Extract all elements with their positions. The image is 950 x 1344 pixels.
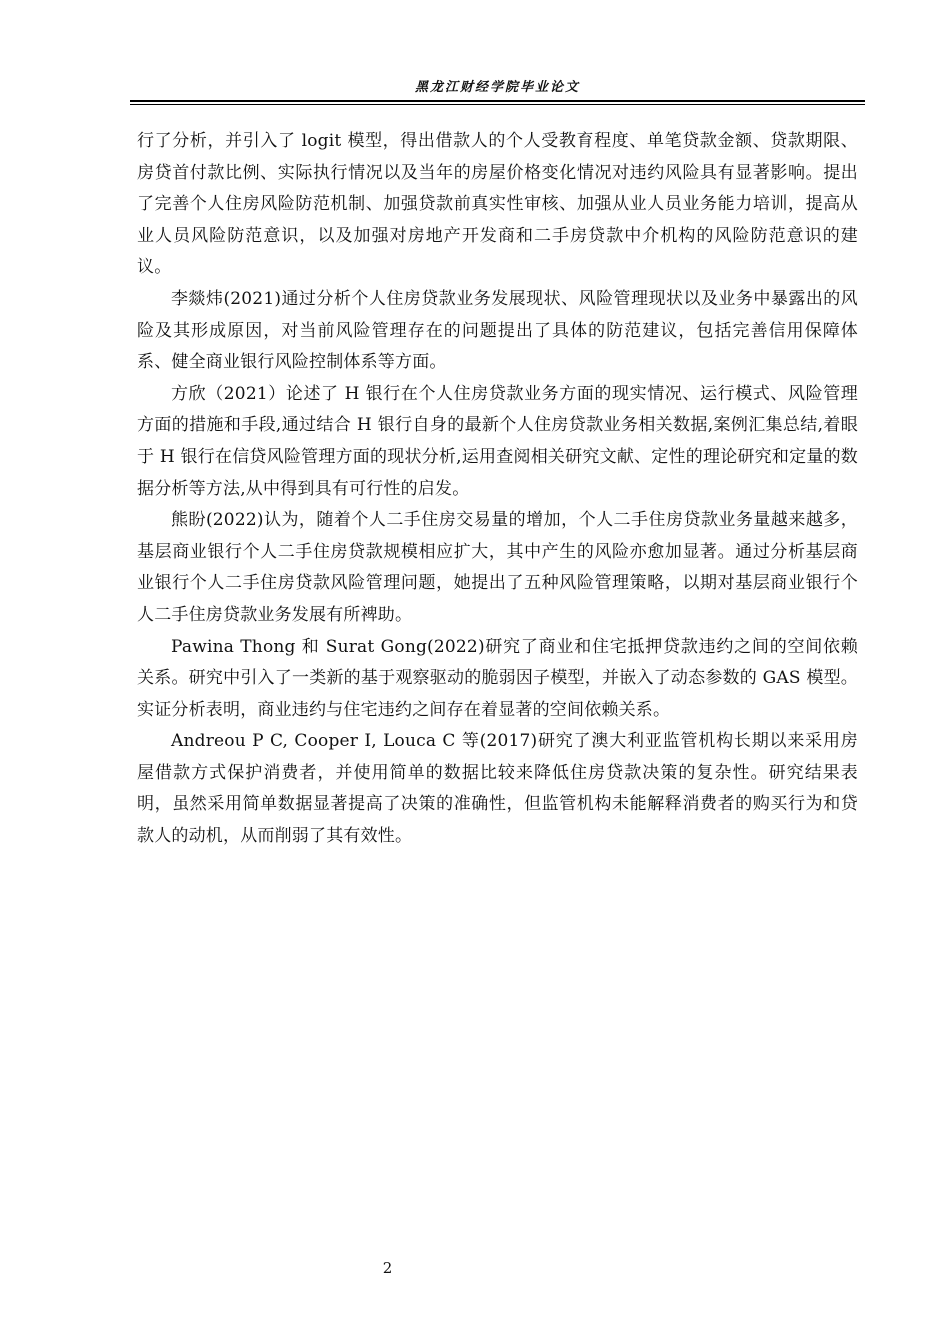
- body-paragraph-1: 行了分析，并引入了 logit 模型，得出借款人的个人受教育程度、单笔贷款金额、贷款期限、房贷首付款比例、实际执行情况以及当年的房屋价格变化情况对违约风险具有显著影响。提出了完善个人住房风险防范机制、加强贷款前真实性审核、加强从业人员业务能力培训，提高从业人员风险防范意识，以及加强对房地产开发商和二手房贷款中介机构的风险防范意识的建议。: [137, 131, 858, 278]
- page-header-title: 黑龙江财经学院毕业论文: [414, 80, 580, 95]
- body-paragraph-2: 李燚炜(2021)通过分析个人住房贷款业务发展现状、风险管理现状以及业务中暴露出的风险及其形成原因，对当前风险管理存在的问题提出了具体的防范建议，包括完善信用保障体系、健全商业银行风险控制体系等方面。: [137, 288, 858, 373]
- body-paragraph-6: Andreou P C, Cooper I, Louca C 等(2017)研究了澳大利亚监管机构长期以来采用房屋借款方式保护消费者，并使用简单的数据比较来降低住房贷款决策的复杂性。研究结果表明，虽然采用简单数据显著提高了决策的准确性，但监管机构未能解释消费者的购买行为和贷款人的动机，从而削弱了其有效性。: [137, 731, 858, 847]
- body-paragraph-4: 熊盼(2022)认为，随着个人二手住房交易量的增加，个人二手住房贷款业务量越来越多，基层商业银行个人二手住房贷款规模相应扩大，其中产生的风险亦愈加显著。通过分析基层商业银行个人二手住房贷款风险管理问题，她提出了五种风险管理策略，以期对基层商业银行个人二手住房贷款业务发展有所裨助。: [137, 510, 858, 625]
- body-paragraph-3: 方欣（2021）论述了 H 银行在个人住房贷款业务方面的现实情况、运行模式、风险管理方面的措施和手段,通过结合 H 银行自身的最新个人住房贷款业务相关数据,案例汇集总结,着眼于 H 银行在信贷风险管理方面的现状分析,运用查阅相关研究文献、定性的理论研究和定量的数据分析等方法,从中得到具有可行性的启发。: [137, 383, 858, 499]
- page-number: 2: [382, 1259, 393, 1277]
- page-header: [130, 78, 865, 104]
- body-paragraph-5: Pawina Thong 和 Surat Gong(2022)研究了商业和住宅抵押贷款违约之间的空间依赖关系。研究中引入了一类新的基于观察驱动的脆弱因子模型，并嵌入了动态参数的 GAS 模型。实证分析表明，商业违约与住宅违约之间存在着显著的空间依赖关系。: [137, 636, 858, 720]
- page-body: [137, 126, 858, 853]
- header-rule-thick: [130, 100, 865, 102]
- header-rule-thin: [130, 104, 865, 105]
